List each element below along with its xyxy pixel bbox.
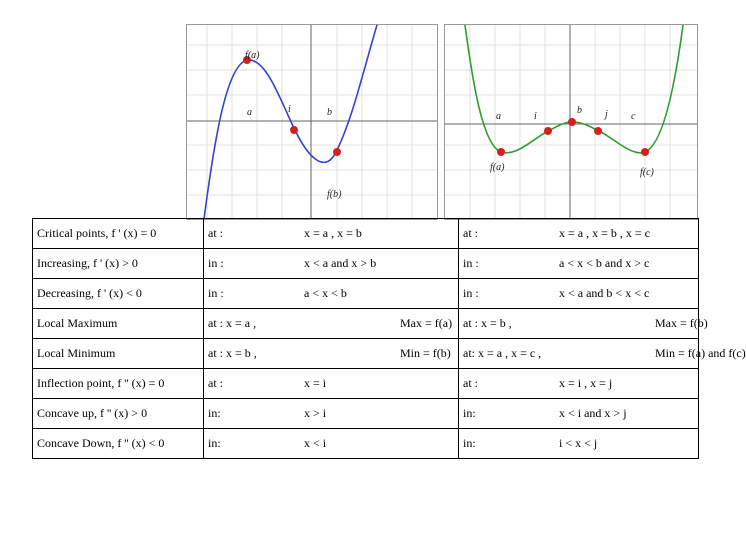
- row-label: Local Maximum: [33, 309, 204, 339]
- left-cell-part: [304, 316, 400, 331]
- label-b: b: [327, 107, 332, 118]
- right-cell-part: x < i and x > j: [559, 406, 627, 420]
- right-graph-cell: [459, 249, 699, 279]
- label-fa: f(a): [490, 162, 505, 173]
- row-label: Decreasing, f ' (x) < 0: [33, 279, 204, 309]
- left-graph-cell: [204, 429, 459, 459]
- left-cell-part: [304, 346, 400, 361]
- right-cell-part: Max = f(b): [655, 316, 708, 330]
- graph-quartic: [444, 24, 698, 220]
- label-fc: f(c): [640, 167, 654, 178]
- point-fb: [333, 148, 341, 156]
- row-label: Local Minimum: [33, 339, 204, 369]
- left-graph-cell: [204, 339, 459, 369]
- graph-cubic: [186, 24, 438, 220]
- table-row: [33, 309, 699, 339]
- table-row: [33, 219, 699, 249]
- right-cell-part: in :: [463, 256, 479, 270]
- label-b: b: [577, 105, 582, 116]
- row-label: Increasing, f ' (x) > 0: [33, 249, 204, 279]
- table-row: [33, 249, 699, 279]
- left-cell-part: in:: [208, 436, 221, 450]
- right-cell-part: [559, 346, 655, 361]
- right-cell-part: at: x = a , x = c ,: [463, 346, 542, 360]
- label-fb: f(b): [327, 189, 342, 200]
- right-cell-part: in:: [463, 406, 476, 420]
- left-graph-cell: [204, 219, 459, 249]
- point-fc: [641, 148, 649, 156]
- right-cell-part: at : x = b ,: [463, 316, 512, 330]
- right-cell-part: in :: [463, 286, 479, 300]
- left-cell-part: Min = f(b): [400, 346, 451, 360]
- left-cell-part: in:: [208, 406, 221, 420]
- left-cell-part: x > i: [304, 406, 327, 420]
- label-j: j: [605, 109, 608, 120]
- label-a: a: [496, 111, 501, 122]
- table-row: [33, 399, 699, 429]
- left-cell-part: at : x = b ,: [208, 346, 257, 360]
- properties-table: [32, 218, 746, 459]
- label-a: a: [247, 107, 252, 118]
- left-cell-part: x = i: [304, 376, 327, 390]
- right-cell-part: a < x < b and x > c: [559, 256, 650, 270]
- left-cell-part: x < i: [304, 436, 327, 450]
- row-label: Concave Down, f '' (x) < 0: [33, 429, 204, 459]
- right-cell-part: in:: [463, 436, 476, 450]
- left-graph-cell: [204, 309, 459, 339]
- left-cell-part: at : x = a ,: [208, 316, 257, 330]
- right-cell-part: [559, 316, 655, 331]
- left-graph-cell: [204, 399, 459, 429]
- label-fa: f(a): [245, 50, 260, 61]
- cubic-plot: [187, 25, 437, 219]
- left-cell-part: at :: [208, 226, 223, 240]
- table-row: [33, 279, 699, 309]
- right-graph-cell: [459, 339, 746, 369]
- table-row: [33, 369, 699, 399]
- grid: [187, 25, 437, 219]
- cubic-curve: [204, 25, 377, 219]
- row-label: Concave up, f '' (x) > 0: [33, 399, 204, 429]
- right-cell-part: x = a , x = b , x = c: [559, 226, 650, 240]
- point-j: [594, 127, 602, 135]
- right-graph-cell: [459, 219, 699, 249]
- quartic-curve: [465, 25, 683, 153]
- right-cell-part: Min = f(a) and f(c): [655, 346, 746, 360]
- left-cell-part: at :: [208, 376, 223, 390]
- label-c: c: [631, 111, 636, 122]
- point-fb: [568, 118, 576, 126]
- left-cell-part: a < x < b: [304, 286, 347, 300]
- left-cell-part: x = a , x = b: [304, 226, 362, 240]
- properties-table-body: [33, 219, 746, 459]
- right-cell-part: at :: [463, 226, 478, 240]
- left-cell-part: in :: [208, 286, 224, 300]
- label-i: i: [534, 111, 537, 122]
- right-cell-part: x < a and b < x < c: [559, 286, 650, 300]
- right-cell-part: at :: [463, 376, 478, 390]
- right-graph-cell: [459, 309, 708, 339]
- left-graph-cell: [204, 369, 459, 399]
- left-cell-part: in :: [208, 256, 224, 270]
- quartic-plot: [445, 25, 697, 219]
- right-cell-part: x = i , x = j: [559, 376, 613, 390]
- right-graph-cell: [459, 399, 699, 429]
- table-row: [33, 339, 699, 369]
- right-graph-cell: [459, 429, 699, 459]
- right-cell-part: i < x < j: [559, 436, 598, 450]
- label-i: i: [288, 104, 291, 115]
- right-graph-cell: [459, 369, 699, 399]
- point-i: [544, 127, 552, 135]
- left-cell-part: Max = f(a): [400, 316, 453, 330]
- left-cell-part: x < a and x > b: [304, 256, 377, 270]
- point-fa: [497, 148, 505, 156]
- row-label: Critical points, f ' (x) = 0: [33, 219, 204, 249]
- left-graph-cell: [204, 279, 459, 309]
- right-graph-cell: [459, 279, 699, 309]
- row-label: Inflection point, f '' (x) = 0: [33, 369, 204, 399]
- left-graph-cell: [204, 249, 459, 279]
- point-i: [290, 126, 298, 134]
- table-row: [33, 429, 699, 459]
